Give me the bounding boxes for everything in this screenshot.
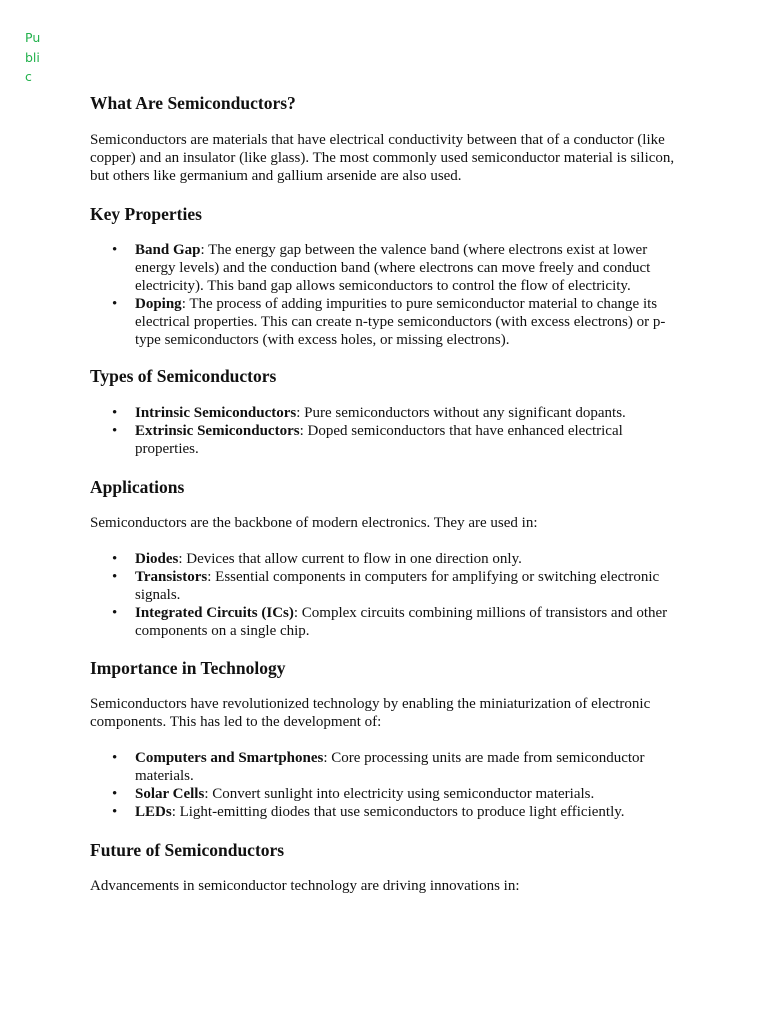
- applications-paragraph: Semiconductors are the backbone of modern electronics. They are used in:: [90, 515, 538, 531]
- list-item-term: Diodes: [135, 551, 179, 567]
- future-paragraph: Advancements in semiconductor technology are driving innovations in:: [90, 878, 520, 894]
- list-item-term: LEDs: [135, 804, 172, 820]
- list-item-text: : Complex circuits combining millions of transistors and other components on a single chip.: [135, 605, 668, 639]
- list-item-term: Computers and Smartphones: [135, 750, 324, 766]
- list-item-term: Solar Cells: [135, 786, 205, 802]
- list-item: [90, 803, 682, 821]
- section-heading-importance: Importance in Technology: [90, 658, 286, 678]
- section-heading-future: Future of Semiconductors: [90, 840, 285, 860]
- list-item-term: Band Gap: [135, 242, 201, 258]
- list-item-text: : Devices that allow current to flow in one direction only.: [178, 551, 522, 567]
- list-item: [90, 568, 682, 604]
- list-item-term: Integrated Circuits (ICs): [135, 605, 294, 621]
- list-item-text: : Doped semiconductors that have enhanced electrical properties.: [135, 423, 623, 457]
- list-item: [90, 785, 682, 803]
- list-item: [90, 604, 682, 640]
- list-item-text: : Core processing units are made from semiconductor materials.: [135, 750, 645, 784]
- intro-paragraph: Semiconductors are materials that have electrical conductivity between that of a conductor (like copper) and an insulator (like glass). The most commonly used semiconductor material is silicon, but others like germanium and gallium arsenide are also used.: [90, 132, 675, 184]
- list-item-term: Doping: [135, 296, 182, 312]
- list-item: [90, 422, 682, 458]
- list-item: [90, 404, 682, 422]
- list-item-text: : The energy gap between the valence band (where electrons exist at lower energy levels) and the conduction band (where electrons can move freely and conduct electricity). This band gap allows semiconductors to control the flow of electricity.: [135, 242, 651, 294]
- list-item: [90, 241, 682, 295]
- list-item-text: : Convert sunlight into electricity using semiconductor materials.: [204, 786, 595, 802]
- list-item: [90, 749, 682, 785]
- importance-list: [90, 749, 682, 821]
- section-heading-what-are: What Are Semiconductors?: [90, 93, 296, 113]
- list-item-text: : Essential components in computers for amplifying or switching electronic signals.: [135, 569, 660, 603]
- importance-paragraph: Semiconductors have revolutionized technology by enabling the miniaturization of electronic components. This has led to the development of:: [90, 696, 651, 730]
- key-properties-list: [90, 241, 682, 349]
- section-heading-key-properties: Key Properties: [90, 204, 202, 224]
- list-item: [90, 295, 682, 349]
- list-item-text: : Light-emitting diodes that use semiconductors to produce light efficiently.: [171, 804, 625, 820]
- list-item-term: Extrinsic Semiconductors: [135, 423, 300, 439]
- section-heading-applications: Applications: [90, 477, 185, 497]
- applications-list: [90, 550, 682, 640]
- list-item-text: : The process of adding impurities to pure semiconductor material to change its electrical properties. This can create n-type semiconductors (with excess electrons) or p-type semiconductors (with excess holes, or missing electrons).: [135, 296, 666, 348]
- public-classification-label: Public: [25, 30, 41, 84]
- list-item-term: Transistors: [135, 569, 208, 585]
- list-item-term: Intrinsic Semiconductors: [135, 405, 297, 421]
- list-item: [90, 550, 682, 568]
- list-item-text: : Pure semiconductors without any significant dopants.: [296, 405, 626, 421]
- types-list: [90, 404, 682, 458]
- section-heading-types: Types of Semiconductors: [90, 366, 277, 386]
